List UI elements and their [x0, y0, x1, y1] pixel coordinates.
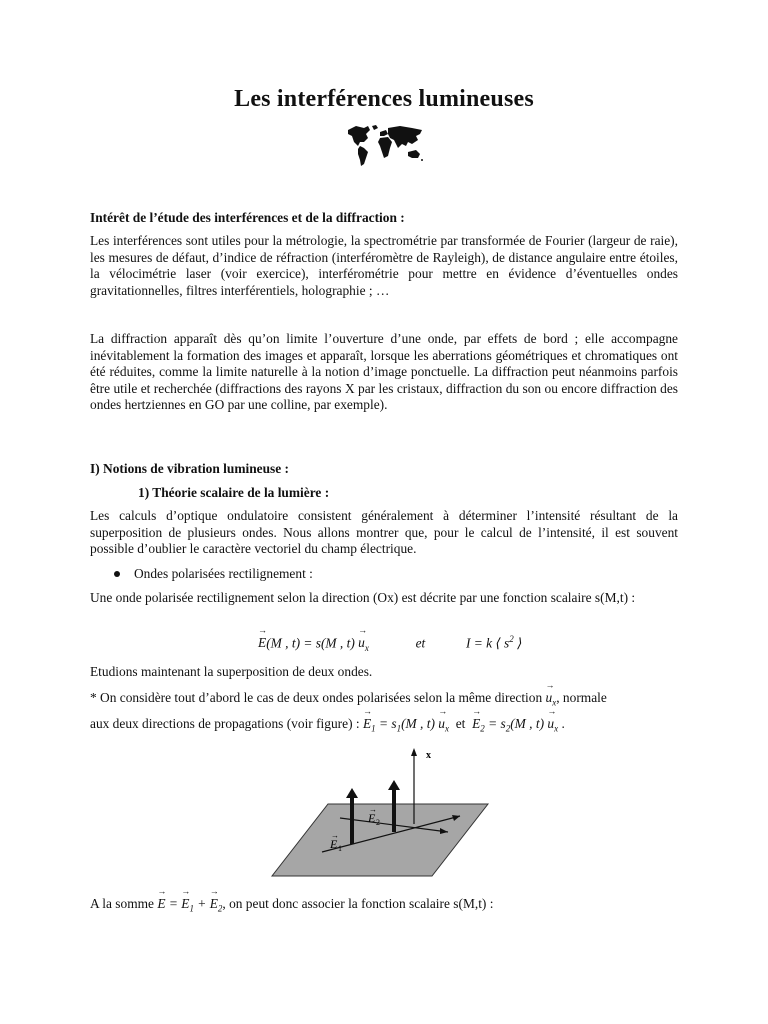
paragraph-2: La diffraction apparaît dès qu’on limite l’ouverture d’une onde, par effets de bord ; elle accompagne inévitablement la formation des images et apparaît, lorsque les aberrations géométriques et chromatiques ont été réduites, comme la limite naturelle à la notion d’image ponctuelle. La diffraction peut néanmoins parfois être utile et recherchée (diffractions des rayons X par les cristaux, diffraction du son ou encore diffraction des ondes hertziennes en GO par une colline, par exemple).	[90, 331, 678, 412]
label-e2: E	[368, 811, 376, 825]
label-e1: E	[330, 837, 338, 851]
svg-text:1: 1	[338, 844, 342, 853]
paragraph-6-text: * On considère tout d’abord le cas de deux ondes polarisées selon la même direction	[90, 690, 543, 705]
section-heading-1: I) Notions de vibration lumineuse :	[90, 461, 290, 476]
paragraph-8-text: A la somme	[90, 896, 154, 911]
wave-superposition-figure	[270, 746, 500, 880]
bullet-label: Ondes polarisées rectilignement :	[134, 566, 313, 581]
paragraph-6-end: , normale	[556, 690, 607, 705]
x-axis-label: x	[426, 750, 431, 761]
paragraph-3: Les calculs d’optique ondulatoire consistent généralement à déterminer l’intensité résultant de la superposition de plusieurs ondes. Nous allons montrer que, pour le calcul de l’intensité, il est souvent possible d’oublier le caractère vectoriel du champ électrique.	[90, 508, 678, 556]
paragraph-4: Une onde polarisée rectilignement selon la direction (Ox) est décrite par une fonction scalaire s(M,t) :	[90, 590, 636, 605]
subsection-heading-1: 1) Théorie scalaire de la lumière :	[138, 485, 330, 500]
bullet-dot-icon	[114, 571, 120, 577]
svg-text:2: 2	[376, 818, 380, 827]
paragraph-7-connector: et	[455, 716, 466, 731]
paragraph-5: Etudions maintenant la superposition de deux ondes.	[90, 664, 373, 679]
paragraph-7: aux deux directions de propagations (voir figure) : → $E_1 = s_1(M$ , $t) \to u_x$ et → $E_2 = s_2(M$ , $t) \to u_x$ .	[90, 716, 678, 737]
intro-heading: Intérêt de l’étude des interférences et de la diffraction :	[90, 210, 405, 225]
paragraph-6: * On considère tout d’abord le cas de deux ondes polarisées selon la même direction → $u_x$, normale	[90, 690, 678, 711]
svg-text:→: →	[369, 805, 377, 814]
world-map-icon	[346, 124, 426, 168]
paragraph-1: Les interférences sont utiles pour la métrologie, la spectrométrie par transformée de Fourier (largeur de raie), les mesures de défaut, d’indice de réfraction (interféromètre de Rayleigh), de distance angulaire entre étoiles, la vélocimétrie laser (voir exercice), interférométrie pour mettre en évidence d’éventuelles ondes gravitationnelles, filtres interférentiels, holographie ; …	[90, 233, 678, 298]
svg-text:→: →	[331, 831, 339, 840]
figure-plane	[272, 804, 488, 876]
page-title: Les interférences lumineuses	[234, 86, 534, 112]
paragraph-8: A la somme → E = → $E_1$ + → $E_2$, on peut donc associer la fonction scalaire s(M,t) :	[90, 896, 678, 917]
equation-field-definition: → E(M , t) = s(M , $t) \to u_x$ et I = k ⟨ $s^2$ ⟩	[258, 634, 522, 653]
bullet-item	[114, 566, 313, 582]
paragraph-7-text: aux deux directions de propagations (voir figure) :	[90, 716, 360, 731]
equation-connector: et	[415, 635, 426, 651]
paragraph-8-end: , on peut donc associer la fonction scalaire s(M,t) :	[222, 896, 494, 911]
